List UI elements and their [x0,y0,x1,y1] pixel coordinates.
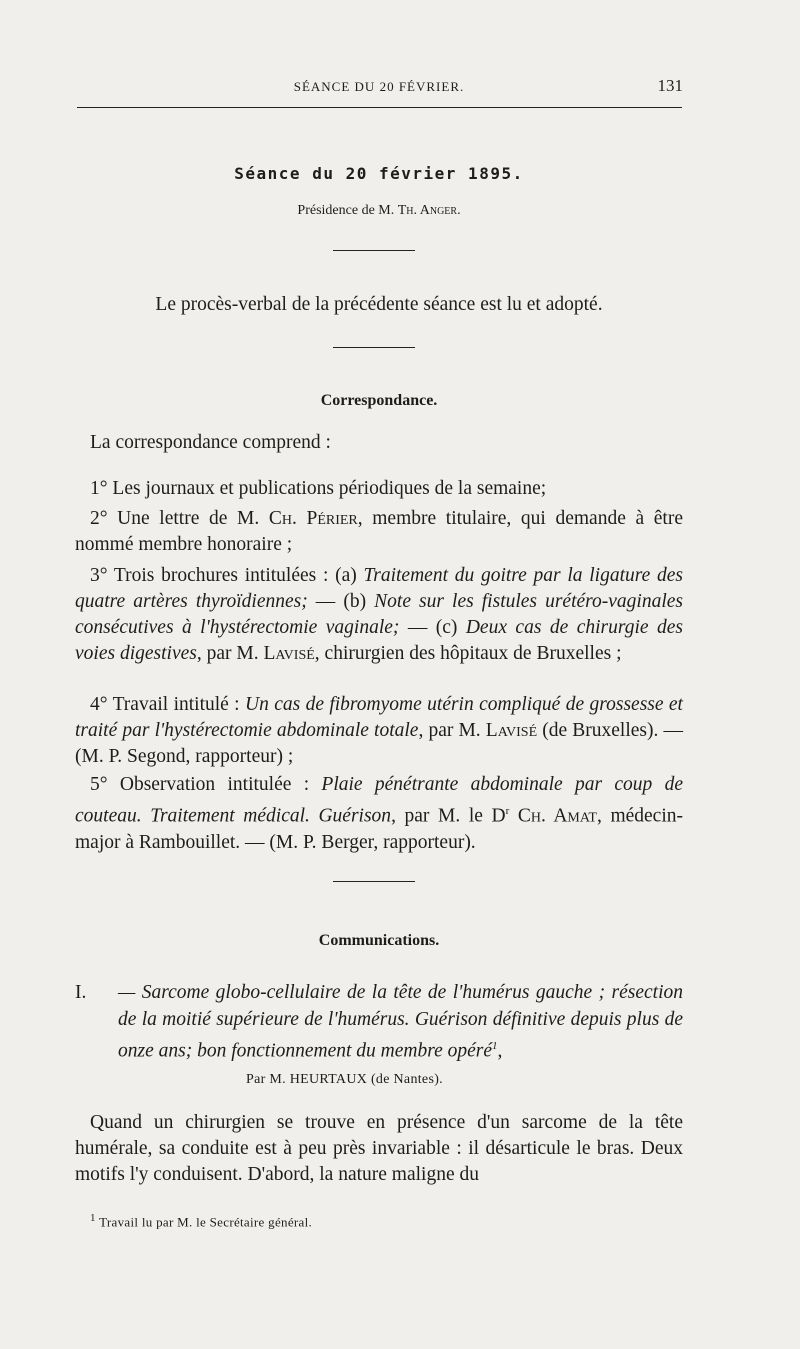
footnote-mark: 1 [90,1212,96,1224]
item-3-title-3: Deux cas de chirurgie des voies digestives [75,617,683,664]
item-3-text-e: , chirurgien des hôpitaux de Bruxelles ; [314,643,622,664]
item-4-text-b: , par M. [418,720,486,741]
correspondance-item-5 [75,772,683,856]
presidence-prefix: Présidence de M. [297,203,398,218]
item-5-title: Plaie pénétrante abdominale par coup de couteau. Traitement médical. Guérison [75,774,683,827]
header-rule [77,107,682,108]
seance-title: Séance du 20 février 1895. [234,164,524,183]
communication-title [75,979,683,1065]
footnote-text: Travail lu par M. le Secrétaire général. [95,1214,313,1230]
item-4-title: Un cas de fibromyome utérin compliqué de grossesse et traité par l'hystérectomie abdominale totale [75,694,683,741]
presidence-name: Th. Anger. [397,203,461,218]
correspondance-item-2 [75,506,683,558]
item-3-title-2: Note sur les fistules urétéro-vaginales consécutives à l'hystérectomie vaginale; [75,591,683,638]
item-3-text-d: , par M. [196,643,264,664]
running-head [75,76,683,98]
correspondance-item-3 [75,563,683,667]
page-number: 131 [657,76,683,95]
communication-paragraph [75,1110,683,1188]
item-1-text: 1° Les journaux et publications périodiques de la semaine; [90,478,547,499]
item-3-text-c: — (c) [399,617,466,638]
proces-verbal: Le procès-verbal de la précédente séance est lu et adopté. [155,294,603,315]
presidence-line [75,203,683,219]
running-title: SÉANCE DU 20 FÉVRIER. [293,79,465,94]
item-3-title-1: Traitement du goitre par la ligature des quatre artères thyroïdiennes; [75,565,683,612]
intro-text: La correspondance comprend : [90,432,331,453]
communication-title-end: , [497,1040,503,1062]
item-5-text-a: 5° Observation intitulée : [90,774,322,795]
separator-rule [333,250,415,251]
separator-rule [333,347,415,348]
communications-heading: Communications. [318,932,440,949]
item-3-text-a: 3° Trois brochures intitulées : (a) [90,565,364,586]
correspondance-intro [75,430,683,456]
item-3-name: Lavisé [263,643,315,664]
item-2-text-b: , membre titulaire, qui demande à être nommé membre honoraire ; [75,508,683,555]
footnote [90,1212,312,1230]
correspondance-heading: Correspondance. [320,392,438,409]
item-2-text-a: 2° Une lettre de M. [90,508,269,529]
item-3-text-b: — (b) [307,591,375,612]
item-5-text-c: , médecin-major à Rambouillet. — (M. P. Berger, rapporteur). [75,805,683,853]
paragraph-text: Quand un chirurgien se trouve en présence d'un sarcome de la tête humérale, sa conduite est à peu près invariable : il désarticule le bras. Deux motifs l'y conduisent. D'abord, la nature maligne du [75,1112,683,1185]
communication-title-text: — Sarcome globo-cellulaire de la tête de l'humérus gauche ; résection de la moitié supérieure de l'humérus. Guérison définitive depuis plus de onze ans; bon fonctionnement du membre opéré [118,982,683,1062]
item-2-name: Ch. Périer [268,508,358,529]
separator-rule [333,881,415,882]
byline: Par M. HEURTAUX (de Nantes). [246,1072,443,1087]
item-5-sup: r [505,805,510,817]
item-5-name: Ch. Amat [509,805,597,827]
footnote-ref: 1 [492,1040,498,1052]
correspondance-item-4 [75,692,683,770]
item-4-text-a: 4° Travail intitulé : [90,694,245,715]
item-4-name: Lavisé [485,720,538,741]
item-4-text-c: (de Bruxelles). — (M. P. Segond, rapporteur) ; [75,720,683,767]
correspondance-item-1 [75,476,683,502]
item-5-text-b: , par M. le D [391,805,506,827]
communication-number: I. [75,982,87,1003]
